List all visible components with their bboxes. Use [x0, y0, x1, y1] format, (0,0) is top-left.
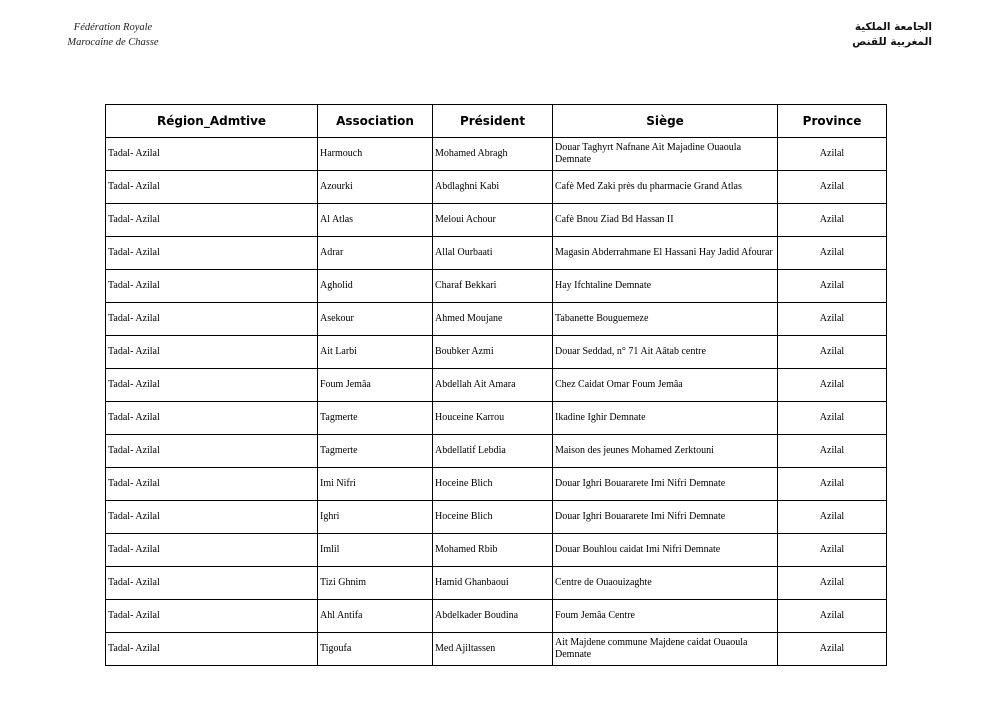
cell-region: Tadal- Azilal: [106, 303, 318, 336]
column-header-province: Province: [778, 105, 887, 138]
cell-province: Azilal: [778, 171, 887, 204]
cell-province: Azilal: [778, 237, 887, 270]
cell-region: Tadal- Azilal: [106, 435, 318, 468]
cell-region: Tadal- Azilal: [106, 468, 318, 501]
table-row: [106, 633, 887, 666]
table-row: [106, 204, 887, 237]
cell-province: Azilal: [778, 336, 887, 369]
cell-association: Al Atlas: [318, 204, 433, 237]
cell-region: Tadal- Azilal: [106, 138, 318, 171]
cell-siege: Douar Seddad, n° 71 Ait Aâtab centre: [553, 336, 778, 369]
cell-region: Tadal- Azilal: [106, 633, 318, 666]
cell-siege: Hay Ifchtaline Demnate: [553, 270, 778, 303]
cell-siege: Cafè Med Zaki près du pharmacie Grand Atlas: [553, 171, 778, 204]
cell-president: Allal Ourbaati: [433, 237, 553, 270]
table-row: [106, 270, 887, 303]
cell-province: Azilal: [778, 303, 887, 336]
cell-president: Abdellah Ait Amara: [433, 369, 553, 402]
cell-association: Ait Larbi: [318, 336, 433, 369]
cell-association: Tagmerte: [318, 402, 433, 435]
cell-association: Ighri: [318, 501, 433, 534]
cell-region: Tadal- Azilal: [106, 204, 318, 237]
cell-association: Harmouch: [318, 138, 433, 171]
cell-president: Mohamed Abragh: [433, 138, 553, 171]
cell-province: Azilal: [778, 600, 887, 633]
table-row: [106, 567, 887, 600]
cell-siege: Centre de Ouaouizaghte: [553, 567, 778, 600]
cell-association: Asekour: [318, 303, 433, 336]
cell-region: Tadal- Azilal: [106, 402, 318, 435]
table-row: [106, 171, 887, 204]
associations-table: [105, 104, 887, 666]
cell-siege: Ikadine Ighir Demnate: [553, 402, 778, 435]
cell-province: Azilal: [778, 534, 887, 567]
cell-siege: Ait Majdene commune Majdene caidat Ouaoula Demnate: [553, 633, 778, 666]
cell-president: Charaf Bekkari: [433, 270, 553, 303]
cell-association: Tagmerte: [318, 435, 433, 468]
cell-association: Adrar: [318, 237, 433, 270]
cell-president: Boubker Azmi: [433, 336, 553, 369]
cell-association: Tizi Ghnim: [318, 567, 433, 600]
cell-president: Abdelkader Boudina: [433, 600, 553, 633]
cell-siege: Douar Ighri Bouararete Imi Nifri Demnate: [553, 501, 778, 534]
table-row: [106, 501, 887, 534]
cell-province: Azilal: [778, 633, 887, 666]
cell-siege: Tabanette Bouguemeze: [553, 303, 778, 336]
cell-president: Ahmed Moujane: [433, 303, 553, 336]
cell-president: Hamid Ghanbaoui: [433, 567, 553, 600]
cell-association: Agholid: [318, 270, 433, 303]
cell-association: Foum Jemâa: [318, 369, 433, 402]
cell-region: Tadal- Azilal: [106, 567, 318, 600]
cell-president: Hoceine Blich: [433, 468, 553, 501]
cell-association: Ahl Antifa: [318, 600, 433, 633]
cell-association: Azourki: [318, 171, 433, 204]
column-header-region: Région_Admtive: [106, 105, 318, 138]
cell-province: Azilal: [778, 501, 887, 534]
cell-province: Azilal: [778, 369, 887, 402]
cell-region: Tadal- Azilal: [106, 171, 318, 204]
table-row: [106, 534, 887, 567]
cell-siege: Douar Taghyrt Nafnane Ait Majadine Ouaoula Demnate: [553, 138, 778, 171]
table-header-row: [106, 105, 887, 138]
cell-region: Tadal- Azilal: [106, 237, 318, 270]
cell-province: Azilal: [778, 567, 887, 600]
table-row: [106, 402, 887, 435]
table-row: [106, 237, 887, 270]
cell-region: Tadal- Azilal: [106, 600, 318, 633]
cell-siege: Cafè Bnou Ziad Bd Hassan II: [553, 204, 778, 237]
federation-name-line1: Fédération Royale: [73, 22, 153, 33]
cell-president: Mohamed Rbib: [433, 534, 553, 567]
cell-association: Tigoufa: [318, 633, 433, 666]
cell-siege: Douar Ighri Bouararete Imi Nifri Demnate: [553, 468, 778, 501]
table-row: [106, 369, 887, 402]
table-row: [106, 138, 887, 171]
cell-province: Azilal: [778, 138, 887, 171]
cell-province: Azilal: [778, 402, 887, 435]
cell-president: Meloui Achour: [433, 204, 553, 237]
cell-region: Tadal- Azilal: [106, 501, 318, 534]
table-row: [106, 468, 887, 501]
federation-name-french: [48, 20, 178, 50]
federation-name-arabic: [802, 20, 932, 50]
column-header-siege: Siège: [553, 105, 778, 138]
federation-name-line2: Marocaine de Chasse: [67, 37, 159, 48]
column-header-association: Association: [318, 105, 433, 138]
cell-province: Azilal: [778, 204, 887, 237]
cell-region: Tadal- Azilal: [106, 336, 318, 369]
cell-president: Hoceine Blich: [433, 501, 553, 534]
cell-region: Tadal- Azilal: [106, 534, 318, 567]
cell-siege: Foum Jemâa Centre: [553, 600, 778, 633]
table-row: [106, 303, 887, 336]
cell-president: Abdlaghni Kabi: [433, 171, 553, 204]
table-body: [106, 138, 887, 666]
table-row: [106, 435, 887, 468]
cell-region: Tadal- Azilal: [106, 270, 318, 303]
federation-name-arabic-line1: الجامعة الملكية: [854, 21, 932, 33]
cell-president: Med Ajiltassen: [433, 633, 553, 666]
cell-association: Imlil: [318, 534, 433, 567]
column-header-president: Président: [433, 105, 553, 138]
cell-siege: Magasin Abderrahmane El Hassani Hay Jadid Afourar: [553, 237, 778, 270]
cell-association: Imi Nifri: [318, 468, 433, 501]
cell-siege: Chez Caidat Omar Foum Jemâa: [553, 369, 778, 402]
federation-name-arabic-line2: المغربية للقنص: [852, 36, 932, 48]
cell-president: Abdellatif Lebdia: [433, 435, 553, 468]
cell-province: Azilal: [778, 270, 887, 303]
table-row: [106, 336, 887, 369]
cell-siege: Maison des jeunes Mohamed Zerktouni: [553, 435, 778, 468]
cell-president: Houceine Karrou: [433, 402, 553, 435]
cell-region: Tadal- Azilal: [106, 369, 318, 402]
cell-province: Azilal: [778, 468, 887, 501]
cell-siege: Douar Bouhlou caidat Imi Nifri Demnate: [553, 534, 778, 567]
cell-province: Azilal: [778, 435, 887, 468]
table-row: [106, 600, 887, 633]
